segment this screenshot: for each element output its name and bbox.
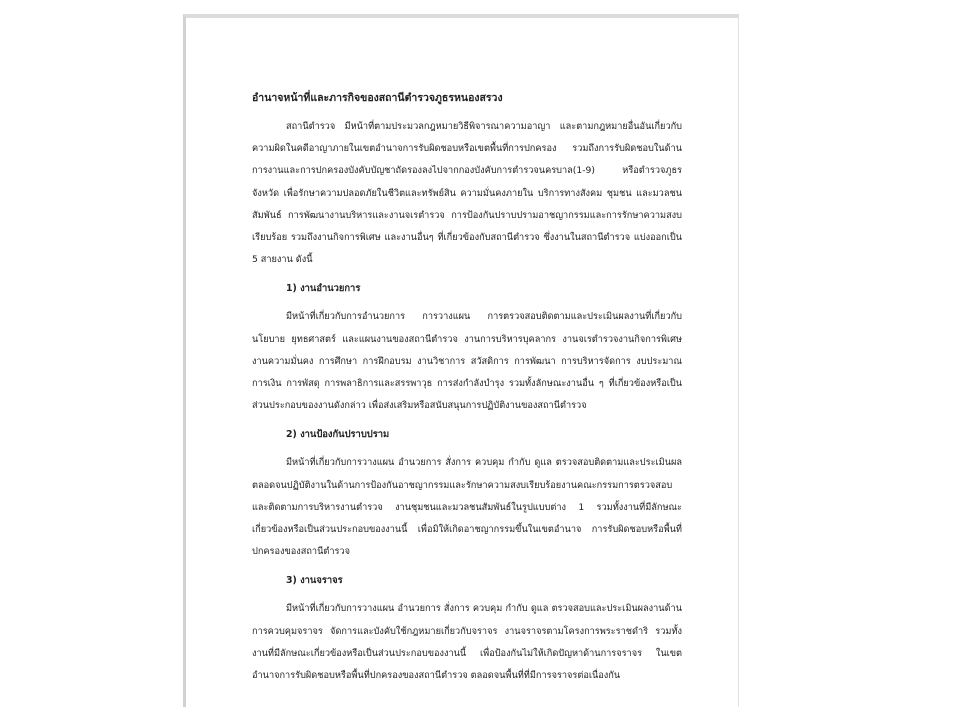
section-administration	[252, 280, 682, 417]
document-content	[252, 90, 682, 687]
section-body: มีหน้าที่เกี่ยวกับการวางแผน อำนวยการ สั่งการ ควบคุม กำกับ ดูแล ตรวจสอบติดตามและประเมินผล ตลอดจนปฏิบัติงานในด้านการป้องกันอาชญากรรมและรักษาความสงบเรียบร้อยงานคณะกรรมการตรวจสอบและติดตามการบริหารงานตำรวจ งานชุมชนและมวลชนสัมพันธ์ในรูปแบบต่าง 1 รวมทั้งงานที่มีลักษณะเกี่ยวข้องหรือเป็นส่วนประกอบของงานนี้ เพื่อมิให้เกิดอาชญากรรมขึ้นในเขตอำนาจ การรับผิดชอบหรือพื้นที่ปกครองของสถานีตำรวจ	[252, 457, 682, 558]
intro-paragraph: สถานีตำรวจ มีหน้าที่ตามประมวลกฎหมายวิธีพิจารณาความอาญา และตามกฎหมายอื่นอันเกี่ยวกับความผิดในคดีอาญาภายในเขตอำนาจการรับผิดชอบหรือเขตพื้นที่การปกครอง รวมถึงการรับผิดชอบในด้านการงานและการปกครองบังคับบัญชาถัดรองลงไปจากกองบังคับการตำรวจนครบาล(1-9) หรือตำรวจภูธรจังหวัด เพื่อรักษาความปลอดภัยในชีวิตและทรัพย์สิน ความมั่นคงภายใน บริการทางสังคม ชุมชน และมวลชนสัมพันธ์ การพัฒนางานบริหารและงานจเรตำรวจ การป้องกันปราบปรามอาชญากรรมและการรักษาความสงบเรียบร้อย รวมถึงงานกิจการพิเศษ และงานอื่นๆ ที่เกี่ยวข้องกับสถานีตำรวจ ซึ่งงานในสถานีตำรวจ แบ่งออกเป็น 5 สายงาน ดังนี้	[252, 121, 682, 266]
section-body: มีหน้าที่เกี่ยวกับการอำนวยการ การวางแผน การตรวจสอบติดตามและประเมินผลงานที่เกี่ยวกับนโยบาย ยุทธศาสตร์ และแผนงานของสถานีตำรวจ งานการบริหารบุคลากร งานจเรตำรวจงานกิจการพิเศษ งานความมั่นคง การศึกษา การฝึกอบรม งานวิชาการ สวัสดิการ การพัฒนา การบริหารจัดการ งบประมาณ การเงิน การพัสดุ การพลาธิการและสรรพาวุธ การส่งกำลังบำรุง รวมทั้งลักษณะงานอื่น ๆ ที่เกี่ยวข้องหรือเป็นส่วนประกอบของงานดังกล่าว เพื่อส่งเสริมหรือสนับสนุนการปฏิบัติงานของสถานีตำรวจ	[252, 311, 682, 412]
section-heading: 1) งานอำนวยการ	[286, 283, 361, 295]
section-heading: 3) งานจราจร	[286, 575, 343, 587]
section-crime-prevention	[252, 426, 682, 563]
section-traffic	[252, 572, 682, 687]
section-heading: 2) งานป้องกันปราบปราม	[286, 429, 390, 441]
document-title: อำนาจหน้าที่และภารกิจของสถานีตำรวจภูธรหนองสรวง	[252, 92, 503, 104]
document-page	[183, 14, 739, 707]
section-body: มีหน้าที่เกี่ยวกับการวางแผน อำนวยการ สั่งการ ควบคุม กำกับ ดูแล ตรวจสอบและประเมินผลงานด้านการควบคุมจราจร จัดการและบังคับใช้กฎหมายเกี่ยวกับจราจร งานจราจรตามโครงการพระราชดำริ รวมทั้งงานที่มีลักษณะเกี่ยวข้องหรือเป็นส่วนประกอบของงานนี้ เพื่อป้องกันไม่ให้เกิดปัญหาด้านการจราจร ในเขตอำนาจการรับผิดชอบหรือพื้นที่ปกครองของสถานีตำรวจ ตลอดจนพื้นที่ที่มีการจราจรต่อเนื่องกัน	[252, 603, 682, 682]
